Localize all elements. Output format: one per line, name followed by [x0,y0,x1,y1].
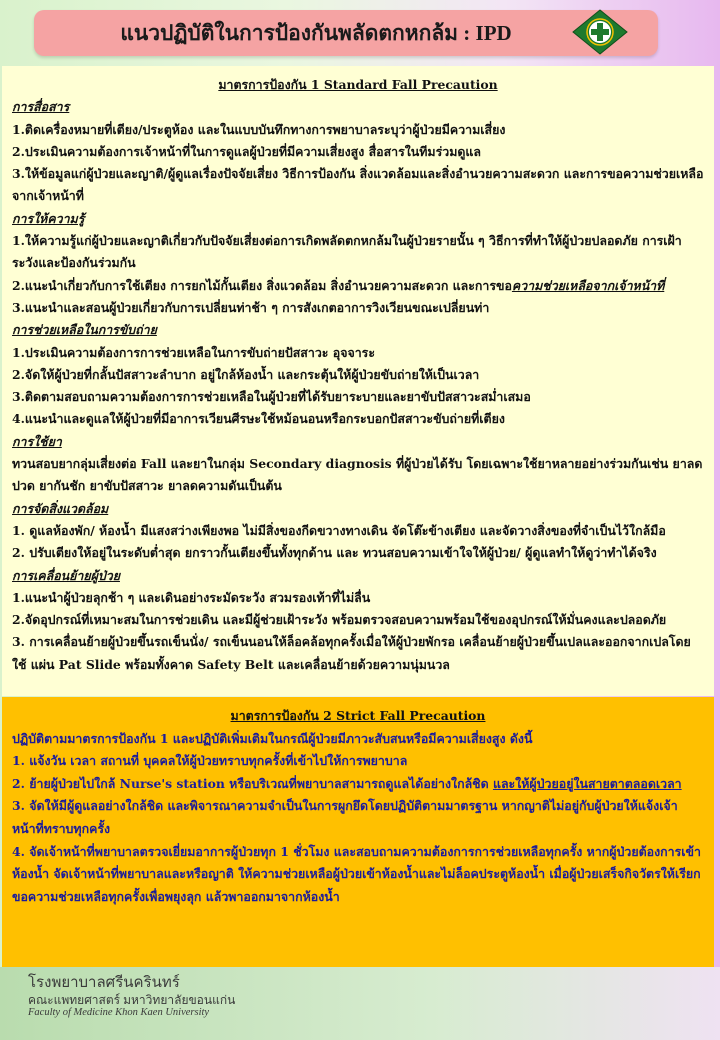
list-item: 2.ประเมินความต้องการเจ้าหน้าที่ในการดูแลผู้ป่วยที่มีความเสี่ยงสูง สื่อสารในทีมร่วมดูแล [12,143,482,159]
list-item: 3.ติดตามสอบถามความต้องการการช่วยเหลือในผู้ป่วยที่ได้รับยาระบายและยาขับปัสสาวะสม่ำเสมอ [12,389,531,405]
list-item: 2.จัดให้ผู้ป่วยที่กลั้นปัสสาวะลำบาก อยู่ใกล้ห้องน้ำ และกระตุ้นให้ผู้ป่วยขับถ่ายให้เป็นเวลา [12,366,480,382]
list-item: 4.แนะนำและดูแลให้ผู้ป่วยที่มีอาการเวียนศีรษะใช้หม้อนอนหรือกระบอกปัสสาวะขับถ่ายที่เตียง [12,411,505,427]
faculty-name-th: คณะแพทยศาสตร์ มหาวิทยาลัยขอนแก่น [28,993,236,1007]
list-item: 1.แนะนำผู้ป่วยลุกช้า ๆ และเดินอย่างระมัดระวัง สวมรองเท้าที่ไม่ลื่น [12,589,371,605]
list-item [12,275,704,297]
list-item: 3. การเคลื่อนย้ายผู้ป่วยขึ้นรถเข็นนั่ง/ รถเข็นนอนให้ล็อคล้อทุกครั้งเมื่อให้ผู้ป่วยพักรอ เคลื่อนย้ายผู้ป่วยขึ้นเปลและออกจากเปลโดยใช้ แผ่น Pat Slide พร้อมทั้งคาด Safety Belt และเคลื่อนย้ายด้วยความนุ่มนวล [12,634,691,672]
hospital-name: โรงพยาบาลศรีนครินทร์ [28,975,180,991]
strict-intro: ปฏิบัติตามมาตรการป้องกัน 1 และปฏิบัติเพิ่มเติมในกรณีผู้ป่วยมีภาวะสับสนหรือมีความเสี่ยงสูง ดังนี้ [12,730,533,746]
emphasis-text: และให้ผู้ป่วยอยู่ในสายตาตลอดเวลา [492,775,682,791]
list-item: 2.จัดอุปกรณ์ที่เหมาะสมในการช่วยเดิน และมีผู้ช่วยเฝ้าระวัง พร้อมตรวจสอบความพร้อมใช้ของอุปกรณ์ให้มั่นคงและปลอดภัย [12,612,667,628]
item-text: 2. ย้ายผู้ป่วยไปใกล้ Nurse's station หรือบริเวณที่พยาบาลสามารถดูแลได้อย่างใกล้ชิด [12,775,493,791]
strict-precaution-panel [2,697,714,967]
section-transfer-heading: การเคลื่อนย้ายผู้ป่วย [12,567,120,583]
list-item: 1. แจ้งวัน เวลา สถานที่ บุคคลให้ผู้ป่วยทราบทุกครั้งที่เข้าไปให้การพยาบาล [12,753,408,769]
list-item: 1.ประเมินความต้องการการช่วยเหลือในการขับถ่ายปัสสาวะ อุจจาระ [12,344,375,360]
section-education-heading: การให้ความรู้ [12,210,85,226]
list-item: 3.ให้ข้อมูลแก่ผู้ป่วยและญาติ/ผู้ดูแลเรื่องปัจจัยเสี่ยง วิธีการป้องกัน สิ่งแวดล้อมและสิ่งอำนวยความสะดวก และการขอความช่วยเหลือจากเจ้าหน้าที่ [12,166,704,204]
section-medication-heading: การใช้ยา [12,433,62,449]
list-item: 1. ดูแลห้องพัก/ ห้องน้ำ มีแสงสว่างเพียงพอ ไม่มีสิ่งของกีดขวางทางเดิน จัดโต๊ะข้างเตียง และจัดวางสิ่งของที่จำเป็นไว้ใกล้มือ [12,522,666,538]
item-text: 2.แนะนำเกี่ยวกับการใช้เตียง การยกไม้กั้นเตียง สิ่งแวดล้อม สิ่งอำนวยความสะดวก และการขอ [12,277,512,293]
list-item: 3. จัดให้มีผู้ดูแลอย่างใกล้ชิด และพิจารณาความจำเป็นในการผูกยึดโดยปฏิบัติตามมาตรฐาน หากญาติไม่อยู่กับผู้ป่วยให้แจ้งเจ้าหน้าที่ทราบทุกครั้ง [12,798,678,836]
emphasis-text: ความช่วยเหลือจากเจ้าหน้าที่ [511,277,665,293]
strict-title: มาตรการป้องกัน 2 Strict Fall Precaution [230,708,486,723]
hospital-cross-logo-icon [571,8,629,56]
section-communication-heading: การสื่อสาร [12,99,70,115]
medication-text: ทวนสอบยากลุ่มเสี่ยงต่อ Fall และยาในกลุ่ม Secondary diagnosis ที่ผู้ป่วยได้รับ โดยเฉพาะใช้ยาหลายอย่างร่วมกันเช่น ยาลดปวด ยากันชัก ยาขับปัสสาวะ ยาลดความดันเป็นต้น [12,456,703,494]
footer [0,967,720,1040]
list-item [12,773,704,796]
page-title: แนวปฏิบัติในการป้องกันพลัดตกหกล้ม : IPD [120,21,512,45]
section-excretion-heading: การช่วยเหลือในการขับถ่าย [12,322,157,338]
faculty-name-en: Faculty of Medicine Khon Kaen University [28,1007,210,1018]
list-item: 1.ให้ความรู้แก่ผู้ป่วยและญาติเกี่ยวกับปัจจัยเสี่ยงต่อการเกิดพลัดตกหกล้มในผู้ป่วยรายนั้น ๆ วิธีการที่ทำให้ผู้ป่วยปลอดภัย การเฝ้าระวังและป้องกันร่วมกัน [12,233,682,271]
standard-precaution-panel [2,66,714,696]
standard-title: มาตรการป้องกัน 1 Standard Fall Precaution [218,77,498,92]
list-item: 4. จัดเจ้าหน้าที่พยาบาลตรวจเยี่ยมอาการผู้ป่วยทุก 1 ชั่วโมง และสอบถามความต้องการการช่วยเหลือทุกครั้ง หากผู้ป่วยต้องการเข้าห้องน้ำ จัดเจ้าหน้าที่พยาบาลและหรือญาติ ให้ความช่วยเหลือผู้ป่วยเข้าห้องน้ำและไม่ล็อคประตูห้องน้ำ เมื่อผู้ป่วยเสร็จกิจวัตรให้เรียกขอความช่วยเหลือทุกครั้งเพื่อพยุงลุก แล้วพาออกมาจากห้องน้ำ [12,843,701,904]
list-item: 1.ติดเครื่องหมายที่เตียง/ประตูห้อง และในแบบบันทึกทางการพยาบาลระบุว่าผู้ป่วยมีความเสี่ยง [12,121,506,137]
list-item: 3.แนะนำและสอนผู้ป่วยเกี่ยวกับการเปลี่ยนท่าช้า ๆ การสังเกตอาการวิงเวียนขณะเปลี่ยนท่า [12,299,490,315]
list-item: 2. ปรับเตียงให้อยู่ในระดับต่ำสุด ยกราวกั้นเตียงขึ้นทั้งทุกด้าน และ ทวนสอบความเข้าใจให้ผู้ป่วย/ ผู้ดูแลทำให้ดูว่าทำได้จริง [12,545,657,561]
section-environment-heading: การจัดสิ่งแวดล้อม [12,500,109,516]
title-bar [34,10,658,56]
